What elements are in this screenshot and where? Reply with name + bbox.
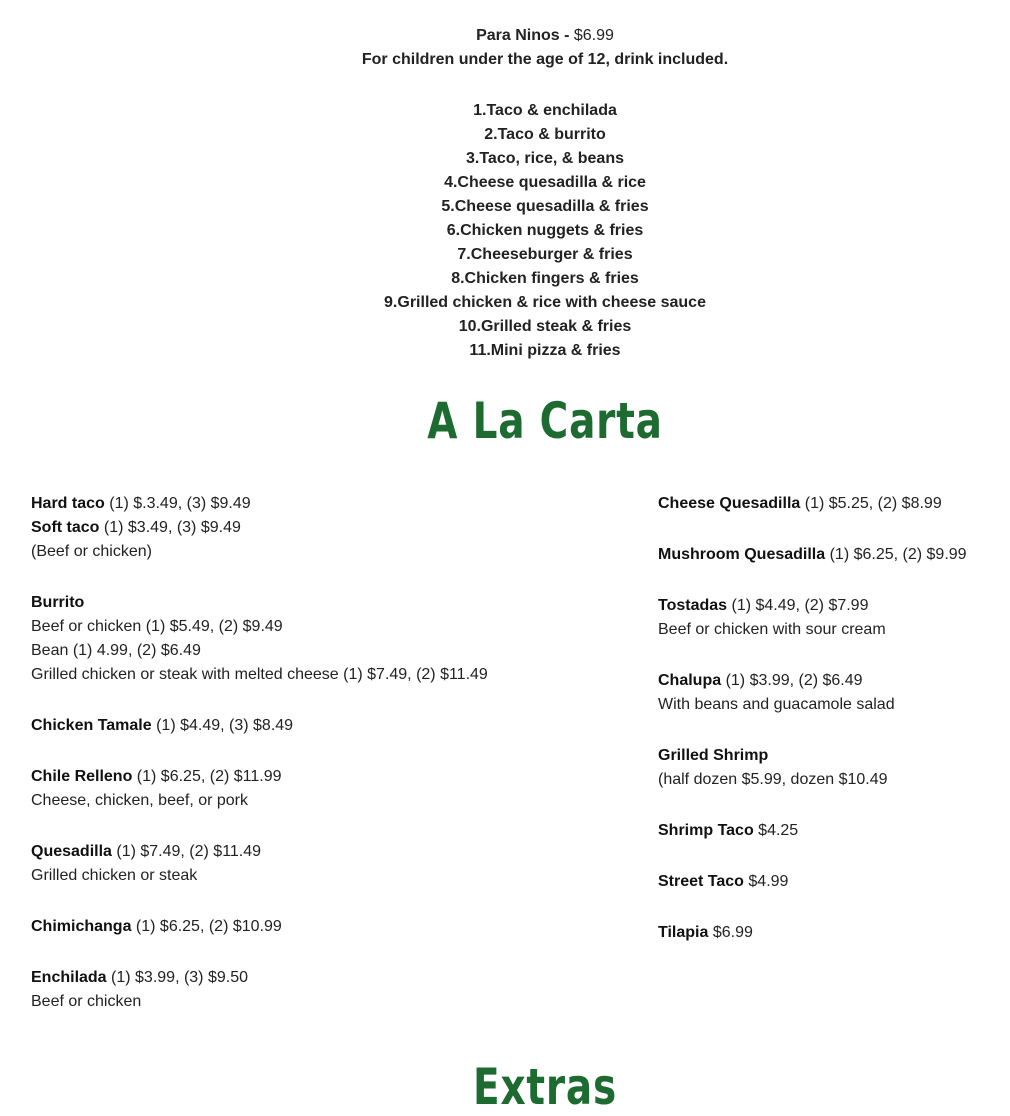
kids-item: 2.Taco & burrito <box>484 126 606 143</box>
item-price: (1) $7.49, (2) $11.49 <box>111 843 262 860</box>
kids-item: 7.Cheeseburger & fries <box>457 246 633 263</box>
item-desc: Beef or chicken (1) $5.49, (2) $9.49 <box>31 618 283 635</box>
menu-item-tacos <box>31 492 631 564</box>
item-desc: Grilled chicken or steak <box>31 867 198 884</box>
item-name: Quesadilla <box>31 843 112 860</box>
item-name: Chile Relleno <box>31 768 133 785</box>
menu-item-chile-relleno <box>31 765 631 813</box>
item-desc: (half dozen $5.99, dozen $10.49 <box>658 771 888 788</box>
a-la-carta-left-column <box>31 492 631 1041</box>
item-name: Hard taco <box>31 495 105 512</box>
item-name: Burrito <box>31 594 85 611</box>
kids-title: Para Ninos - <box>476 27 570 44</box>
item-desc: Beef or chicken with sour cream <box>658 621 886 638</box>
kids-menu <box>0 24 1010 363</box>
menu-item-enchilada <box>31 966 631 1014</box>
menu-item-chalupa <box>658 669 1003 717</box>
kids-item: 11.Mini pizza & fries <box>469 342 621 359</box>
item-name: Mushroom Quesadilla <box>658 546 826 563</box>
item-price: $4.25 <box>753 822 799 839</box>
item-price: (1) $4.49, (3) $8.49 <box>151 717 294 734</box>
kids-item: 9.Grilled chicken & rice with cheese sauce <box>384 294 706 311</box>
item-name: Tostadas <box>658 597 728 614</box>
item-name: Grilled Shrimp <box>658 747 769 764</box>
menu-item-chicken-tamale <box>31 714 631 738</box>
item-price: (1) $4.49, (2) $7.99 <box>727 597 869 614</box>
item-price: (1) $6.25, (2) $9.99 <box>825 546 967 563</box>
item-price: $6.99 <box>708 924 753 941</box>
menu-item-quesadilla <box>31 840 631 888</box>
item-name: Chimichanga <box>31 918 132 935</box>
extras-heading: Extras <box>473 1058 617 1116</box>
menu-item-cheese-quesadilla <box>658 492 1003 516</box>
item-desc: Bean (1) 4.99, (2) $6.49 <box>31 642 201 659</box>
menu-item-mushroom-quesadilla <box>658 543 1003 567</box>
menu-item-chimichanga <box>31 915 631 939</box>
kids-note: For children under the age of 12, drink included. <box>361 51 729 68</box>
item-desc: With beans and guacamole salad <box>658 696 895 713</box>
item-price: (1) $.3.49, (3) $9.49 <box>104 495 251 512</box>
item-desc: (Beef or chicken) <box>31 543 152 560</box>
item-price: (1) $3.49, (3) $9.49 <box>99 519 241 536</box>
item-price: (1) $6.25, (2) $11.99 <box>132 768 282 785</box>
item-desc: Cheese, chicken, beef, or pork <box>31 792 249 809</box>
item-price: $4.99 <box>743 873 789 890</box>
item-name: Chicken Tamale <box>31 717 152 734</box>
menu-item-shrimp-taco <box>658 819 1003 843</box>
kids-item: 3.Taco, rice, & beans <box>466 150 624 167</box>
kids-item: 6.Chicken nuggets & fries <box>446 222 644 239</box>
item-name: Soft taco <box>31 519 100 536</box>
item-name: Enchilada <box>31 969 107 986</box>
a-la-carta-heading: A La Carta <box>427 392 663 450</box>
item-price: (1) $3.99, (2) $6.49 <box>721 672 863 689</box>
menu-item-grilled-shrimp <box>658 744 1003 792</box>
a-la-carta-right-column <box>658 492 1003 972</box>
menu-item-street-taco <box>658 870 1003 894</box>
kids-item: 4.Cheese quesadilla & rice <box>444 174 646 191</box>
kids-item: 1.Taco & enchilada <box>473 102 617 119</box>
item-name: Cheese Quesadilla <box>658 495 801 512</box>
item-name: Street Taco <box>658 873 744 890</box>
item-price: (1) $3.99, (3) $9.50 <box>106 969 248 986</box>
kids-price: $6.99 <box>569 27 614 44</box>
item-price: (1) $6.25, (2) $10.99 <box>131 918 282 935</box>
menu-item-burrito <box>31 591 631 687</box>
item-name: Tilapia <box>658 924 709 941</box>
kids-item: 8.Chicken fingers & fries <box>451 270 639 287</box>
kids-item: 5.Cheese quesadilla & fries <box>441 198 649 215</box>
item-price: (1) $5.25, (2) $8.99 <box>800 495 942 512</box>
kids-title-line <box>0 24 1010 48</box>
item-name: Shrimp Taco <box>658 822 754 839</box>
menu-item-tostadas <box>658 594 1003 642</box>
menu-item-tilapia <box>658 921 1003 945</box>
item-desc: Grilled chicken or steak with melted cheese (1) $7.49, (2) $11.49 <box>31 666 488 683</box>
item-name: Chalupa <box>658 672 722 689</box>
item-desc: Beef or chicken <box>31 993 142 1010</box>
kids-item: 10.Grilled steak & fries <box>458 318 632 335</box>
